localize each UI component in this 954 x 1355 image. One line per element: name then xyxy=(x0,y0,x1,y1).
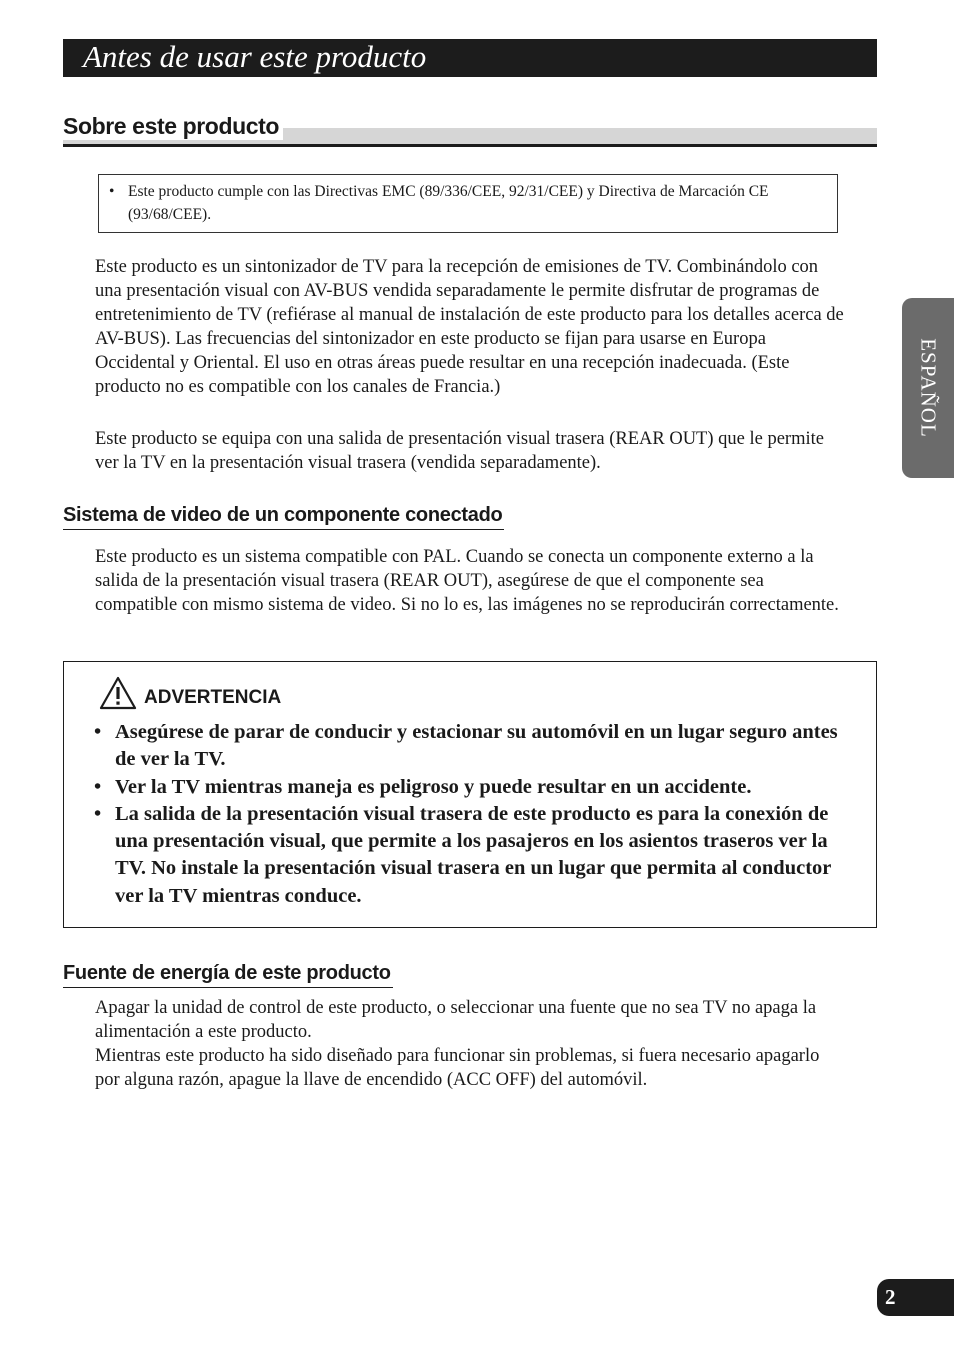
warning-item-text: Asegúrese de parar de conducir y estacionar su automóvil en un lugar seguro antes de ver la TV. xyxy=(115,721,838,771)
section-title: Sobre este producto xyxy=(63,112,283,140)
warning-bullet: • xyxy=(94,721,102,743)
warning-item xyxy=(94,719,854,774)
intro-paragraph-1: Este producto es un sintonizador de TV para la recepción de emisiones de TV. Combinándolo con una presentación visual con AV-BUS vendida separadamente le permite disfrutar de programas de entretenimiento de TV (refiérase al manual de instalación de este producto para los detalles acerca de AV-BUS). Las frecuencias del sintonizador en este producto se fijan para usarse en Europa Occidental y Oriental. El uso en otras áreas puede resultar en una recepción inadecuada. (Este producto no es compatible con los canales de Francia.) xyxy=(95,257,844,397)
compliance-note-box xyxy=(98,174,838,233)
warning-box xyxy=(63,661,877,928)
power-source-line-1: Apagar la unidad de control de este producto, o seleccionar una fuente que no sea TV no apaga la alimentación a este producto. xyxy=(95,998,817,1042)
note-bullet: • xyxy=(109,183,115,200)
compliance-note-text: Este producto cumple con las Directivas EMC (89/336/CEE, 92/31/CEE) y Directiva de Marcación CE (93/68/CEE). xyxy=(128,183,769,223)
warning-list xyxy=(94,719,854,910)
page-header-bar xyxy=(63,39,877,77)
warning-title: ADVERTENCIA xyxy=(144,687,282,708)
warning-item-text: La salida de la presentación visual trasera de este producto es para la conexión de una presentación visual, que permite a los pasajeros en los asientos traseros ver la TV. No instale la presentación visual trasera en un lugar que permita al conductor ver la TV mientras conduce. xyxy=(115,802,832,907)
warning-bullet: • xyxy=(94,775,102,798)
video-system-text: Este producto es un sistema compatible con PAL. Cuando se conecta un componente externo a la salida de la presentación visual trasera (REAR OUT), asegúrese de que el componente sea compatible con mismo sistema de video. Si no lo es, las imágenes no se reproducirán correctamente. xyxy=(95,547,839,615)
page-number: 2 xyxy=(885,1285,896,1309)
intro-paragraph-2: Este producto se equipa con una salida de presentación visual trasera (REAR OUT) que le permite ver la TV en la presentación visual trasera (vendida separadamente). xyxy=(95,429,824,473)
page-title: Antes de usar este producto xyxy=(83,39,427,74)
warning-item xyxy=(94,801,854,910)
warning-item xyxy=(94,774,854,801)
language-tab xyxy=(902,298,954,478)
power-source-text xyxy=(95,996,845,1092)
warning-triangle-icon xyxy=(99,676,137,710)
page-number-tab xyxy=(877,1279,954,1316)
power-source-heading: Fuente de energía de este producto xyxy=(63,961,393,988)
video-system-heading: Sistema de video de un componente conectado xyxy=(63,503,504,530)
section-heading xyxy=(63,112,877,148)
power-source-line-2: Mientras este producto ha sido diseñado para funcionar sin problemas, si fuera necesario apagarlo por alguna razón, apague la llave de encendido (ACC OFF) del automóvil. xyxy=(95,1046,820,1090)
language-tab-label: ESPAÑOL xyxy=(916,338,941,438)
warning-item-text: Ver la TV mientras maneja es peligroso y puede resultar en un accidente. xyxy=(115,775,752,798)
warning-bullet: • xyxy=(94,802,102,825)
section-heading-rule xyxy=(63,144,877,147)
